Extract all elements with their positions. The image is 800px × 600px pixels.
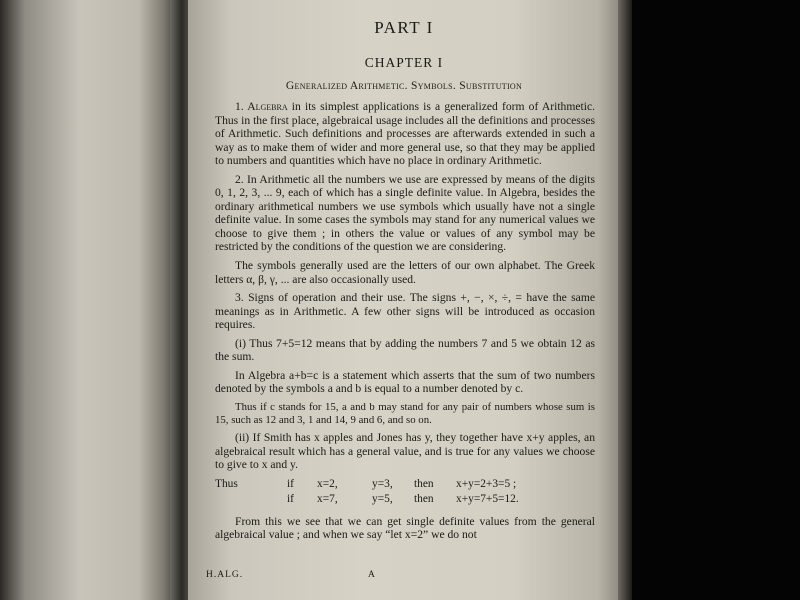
example-cell: x=7, bbox=[317, 492, 338, 505]
paragraph-text: Signs of operation and their use. The signs +, −, ×, ÷, = have the same meanings as in Arithmetic. A few other signs will be introduced as occasion requires. bbox=[215, 291, 595, 332]
paragraph-text: (i) Thus 7+5=12 means that by adding the numbers 7 and 5 we obtain 12 as the sum. bbox=[215, 336, 595, 364]
example-cell: y=3, bbox=[372, 477, 393, 490]
examples-block bbox=[215, 477, 595, 507]
section-lead: 3. bbox=[235, 291, 244, 305]
example-cell: then bbox=[414, 492, 434, 505]
signature-mark: H.ALG. bbox=[206, 570, 244, 580]
example-cell: x+y=2+3=5 ; bbox=[456, 477, 517, 490]
example-cell: if bbox=[287, 492, 294, 505]
paragraph bbox=[215, 369, 595, 396]
example-cell: Thus bbox=[215, 477, 238, 490]
paragraph bbox=[215, 337, 595, 364]
part-heading: PART I bbox=[374, 18, 434, 37]
paragraph-text: In Arithmetic all the numbers we use are expressed by means of the digits 0, 1, 2, 3, ... 9, each of which has a single definite value. In Algebra, besides the ordinary arithmetical numbers we use symbols which usually have not a single definite value. In some cases the symbols may stand for any numerical values we choose to give them ; in others the value or values of any symbol may be restricted by the conditions of the question we are considering. bbox=[215, 172, 595, 254]
paragraph-text: in its simplest applications is a generalized form of Arithmetic. Thus in the first place, algebraical usage includes all the definitions and processes of Arithmetic. Such definitions and processes are afterwards extended in such a way as to make them of wider and more general use, so that they may be applied to numbers and quantities which have no place in ordinary Arithmetic. bbox=[215, 100, 595, 168]
paragraph bbox=[215, 100, 595, 168]
paragraph-text: From this we see that we can get single definite values from the general algebraical value ; and when we say “let x=2” we do not bbox=[215, 514, 595, 542]
paragraph-text: In Algebra a+b=c is a statement which asserts that the sum of two numbers denoted by the symbols a and b is equal to a number denoted by c. bbox=[215, 368, 595, 396]
paragraph bbox=[215, 259, 595, 286]
section-lead: 2. bbox=[235, 172, 244, 186]
example-cell: then bbox=[414, 477, 434, 490]
paragraph bbox=[215, 173, 595, 254]
example-cell: x=2, bbox=[317, 477, 338, 490]
chapter-heading: CHAPTER I bbox=[364, 55, 444, 70]
paragraph-text: Thus if c stands for 15, a and b may stand for any pair of numbers whose sum is 15, such as 12 and 3, 1 and 14, 9 and 6, and so on. bbox=[215, 400, 595, 426]
chapter-subtitle: Generalized Arithmetic. Symbols. Substitution bbox=[285, 80, 523, 92]
body-text bbox=[215, 100, 595, 547]
example-cell: y=5, bbox=[372, 492, 393, 505]
example-row bbox=[215, 492, 595, 507]
example-cell bbox=[215, 492, 287, 507]
example-cell: x+y=7+5=12. bbox=[456, 492, 519, 505]
page-edge-shadow bbox=[618, 0, 632, 600]
paragraph bbox=[215, 291, 595, 332]
paragraph-text: The symbols generally used are the letters of our own alphabet. The Greek letters α, β, γ, ... are also occasionally used. bbox=[215, 259, 595, 286]
paragraph bbox=[215, 401, 595, 426]
paragraph bbox=[215, 515, 595, 542]
paragraph-text: (ii) If Smith has x apples and Jones has y, they together have x+y apples, an algebraical result which has a general value, and is true for any values we choose to give to x and y. bbox=[215, 431, 595, 472]
paragraph bbox=[215, 431, 595, 472]
example-row bbox=[215, 477, 595, 492]
left-page bbox=[0, 0, 178, 600]
example-cell: if bbox=[287, 477, 294, 490]
book-page bbox=[188, 0, 620, 600]
signature-letter: A bbox=[368, 570, 375, 580]
section-lead: 1. Algebra bbox=[235, 100, 288, 113]
